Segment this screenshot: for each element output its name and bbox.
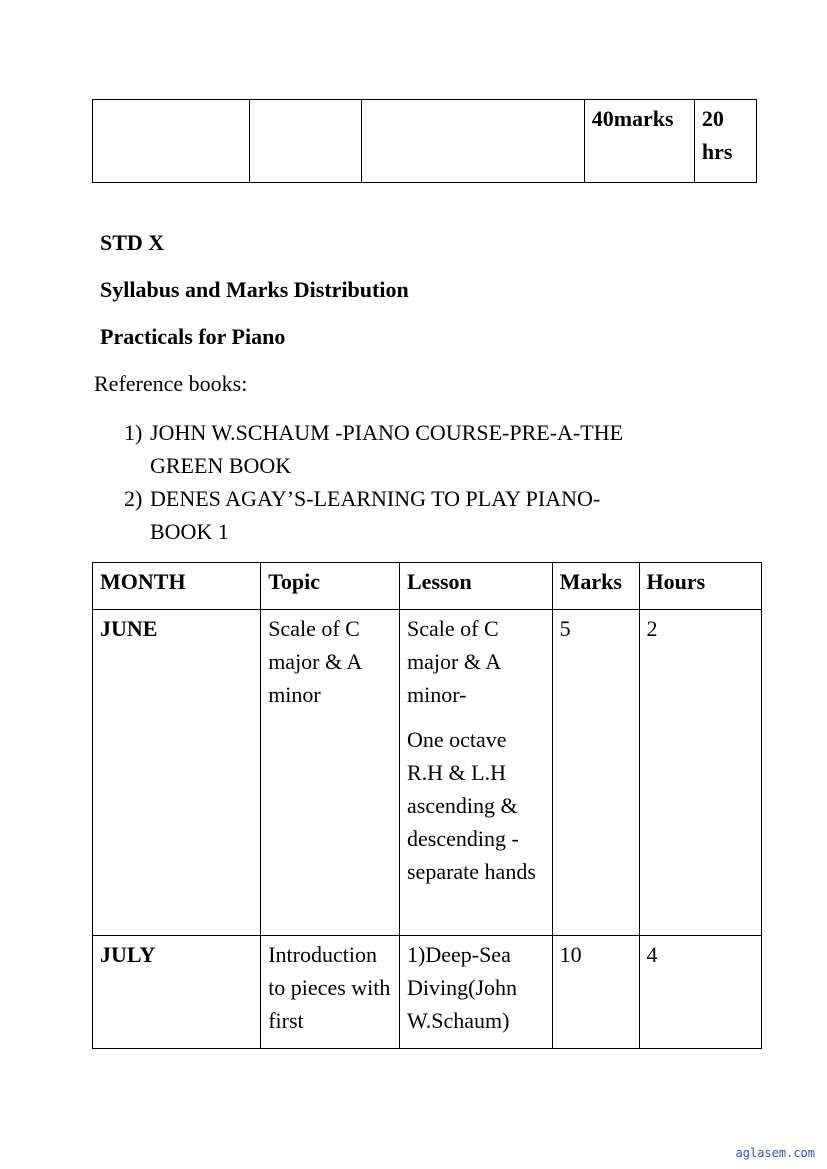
reference-books-title: Reference books: [94,371,248,396]
month-cell: JULY [93,936,261,1049]
previous-table-fragment [92,99,757,183]
list-number: 2) [124,486,143,511]
reference-text [150,416,623,482]
list-item [124,416,724,482]
lesson-paragraph: Scale of C major & A minor- [407,616,500,707]
lesson-cell [400,610,553,936]
hours-cell: 20 hrs [694,100,756,183]
reference-text [150,482,600,548]
table-row [93,610,762,936]
empty-cell [250,100,362,183]
list-item [124,482,724,548]
header-topic: Topic [261,563,400,610]
reference-line: DENES AGAY’S-LEARNING TO PLAY PIANO- [150,486,601,511]
empty-cell [362,100,584,183]
header-hours: Hours [639,563,761,610]
empty-cell [93,100,250,183]
marks-cell: 5 [552,610,639,936]
marks-cell: 10 [552,936,639,1049]
syllabus-table [92,562,762,1049]
header-lesson: Lesson [400,563,553,610]
marks-cell: 40marks [584,100,694,183]
topic-cell: Introduction to pieces with first [261,936,400,1049]
lesson-paragraph: 1)Deep-Sea Diving(John W.Schaum) [407,942,517,1033]
header-marks: Marks [552,563,639,610]
table-header-row [93,563,762,610]
table-row [93,936,762,1049]
reference-line: JOHN W.SCHAUM -PIANO COURSE-PRE-A-THE [150,420,624,445]
list-number: 1) [124,420,143,445]
month-cell: JUNE [93,610,261,936]
std-heading: STD X [100,230,165,255]
lesson-paragraph: One octave R.H & L.H ascending & descending - separate hands [407,727,536,884]
reference-list [124,416,724,548]
lesson-cell [400,936,553,1049]
watermark-link[interactable]: aglasem.com [735,1146,815,1160]
header-month: MONTH [93,563,261,610]
syllabus-heading: Syllabus and Marks Distribution [100,277,409,302]
hours-cell: 2 [639,610,761,936]
reference-line: BOOK 1 [150,519,229,544]
reference-line: GREEN BOOK [150,453,292,478]
topic-cell: Scale of C major & A minor [261,610,400,936]
hours-cell: 4 [639,936,761,1049]
practicals-heading: Practicals for Piano [100,324,286,349]
table-row [93,100,757,183]
